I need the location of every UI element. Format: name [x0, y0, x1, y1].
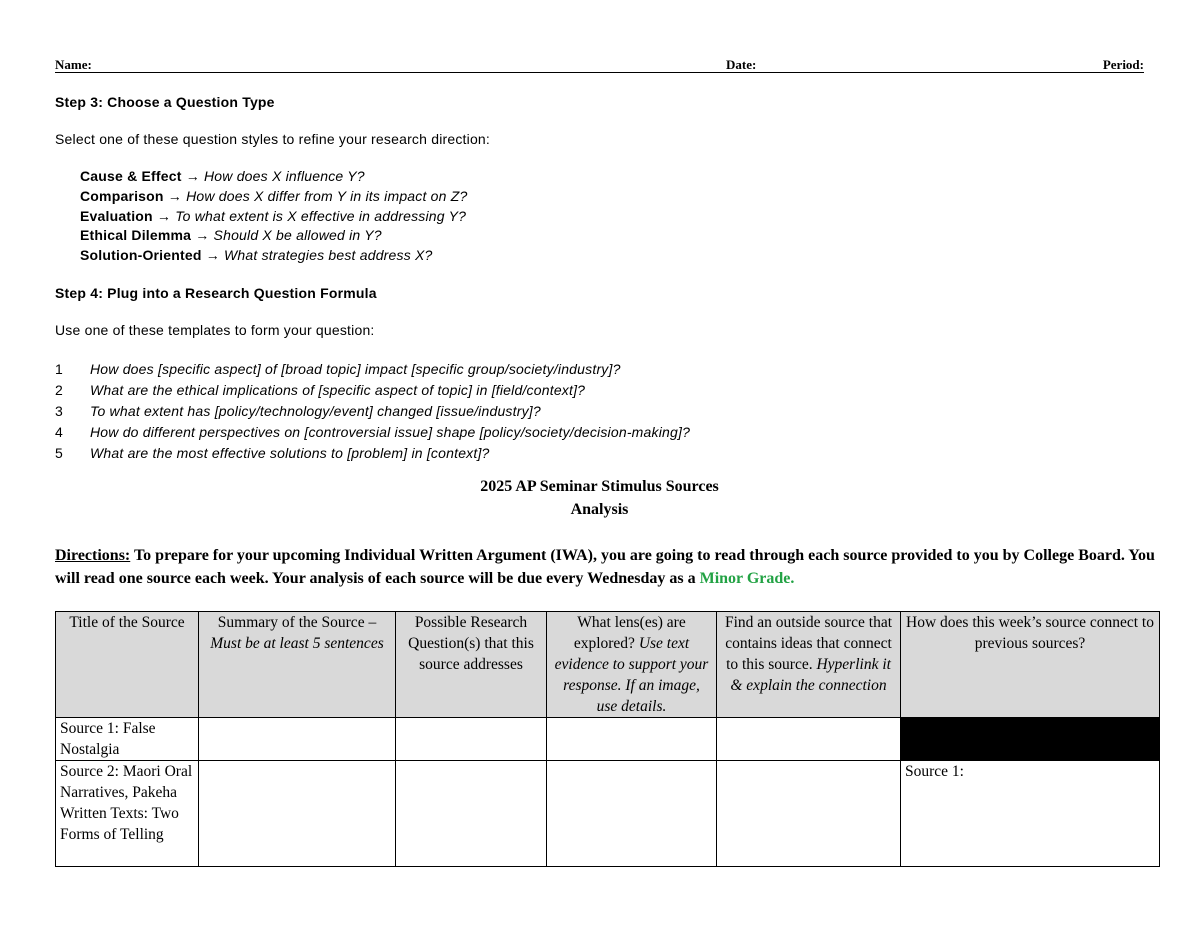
document-subtitle: Analysis — [570, 501, 629, 518]
question-type-item: Evaluation → To what extent is X effective in addressing Y? — [80, 207, 467, 224]
formula-item: 3 To what extent has [policy/technology/event] changed [issue/industry]? — [55, 403, 541, 419]
source-title-cell: Source 1: False Nostalgia — [56, 718, 199, 761]
header-lenses: What lens(es) are explored? Use text evidence to support your response. If an image, use details. — [547, 612, 717, 718]
step3-intro: Select one of these question styles to refine your research direction: — [55, 131, 491, 147]
directions-label: Directions: — [55, 547, 131, 564]
student-info-header — [55, 57, 1144, 73]
question-type-item: Ethical Dilemma → Should X be allowed in Y? — [80, 227, 382, 244]
directions-paragraph — [55, 544, 1155, 590]
minor-grade-highlight: Minor Grade. — [699, 570, 795, 587]
research-question-cell[interactable] — [396, 718, 547, 761]
formula-item: 4 How do different perspectives on [controversial issue] shape [policy/society/decision-making]? — [55, 424, 691, 440]
outside-source-cell[interactable] — [717, 718, 901, 761]
header-title: Title of the Source — [56, 612, 199, 718]
table-row — [56, 718, 1160, 761]
question-type-item: Solution-Oriented → What strategies best address X? — [80, 247, 433, 263]
header-connection: How does this week’s source connect to previous sources? — [901, 612, 1160, 718]
document-title: 2025 AP Seminar Stimulus Sources — [480, 478, 719, 495]
date-label: Date: — [726, 57, 757, 72]
table-row — [56, 761, 1160, 867]
summary-cell[interactable] — [199, 718, 396, 761]
source-title-cell: Source 2: Maori Oral Narratives, Pakeha Written Texts: Two Forms of Telling — [56, 761, 199, 867]
directions-text: To prepare for your upcoming Individual Written Argument (IWA), you are going to read through each source provided to you by College Board. You will read one source each week. Your analysis of each source will be due every Wednesday as a — [55, 547, 1155, 587]
name-label: Name: — [55, 57, 92, 72]
question-type-item: Comparison → How does X differ from Y in its impact on Z? — [80, 187, 468, 204]
summary-cell[interactable] — [199, 761, 396, 867]
connection-cell[interactable]: Source 1: — [901, 761, 1160, 867]
step4-intro: Use one of these templates to form your question: — [55, 322, 375, 338]
period-label: Period: — [1102, 57, 1144, 72]
question-type-list — [80, 167, 467, 266]
source-analysis-table — [55, 611, 1160, 867]
formula-list — [55, 359, 690, 464]
connection-cell-blacked-out — [901, 718, 1160, 761]
outside-source-cell[interactable] — [717, 761, 901, 867]
header-research-questions: Possible Research Question(s) that this source addresses — [396, 612, 547, 718]
lens-cell[interactable] — [547, 761, 717, 867]
formula-item: 1 How does [specific aspect] of [broad topic] impact [specific group/society/industry]? — [55, 361, 621, 377]
lens-cell[interactable] — [547, 718, 717, 761]
header-outside-source: Find an outside source that contains ideas that connect to this source. Hyperlink it & explain the connection — [717, 612, 901, 718]
question-type-item: Cause & Effect → How does X influence Y? — [80, 168, 365, 184]
table-header-row — [56, 612, 1160, 718]
step4-heading: Step 4: Plug into a Research Question Formula — [55, 285, 377, 301]
header-summary: Summary of the Source – Must be at least 5 sentences — [199, 612, 396, 718]
formula-item: 2 What are the ethical implications of [specific aspect of topic] in [field/context]? — [55, 382, 586, 398]
research-question-cell[interactable] — [396, 761, 547, 867]
formula-item: 5 What are the most effective solutions to [problem] in [context]? — [55, 445, 490, 461]
step3-heading: Step 3: Choose a Question Type — [55, 94, 275, 110]
